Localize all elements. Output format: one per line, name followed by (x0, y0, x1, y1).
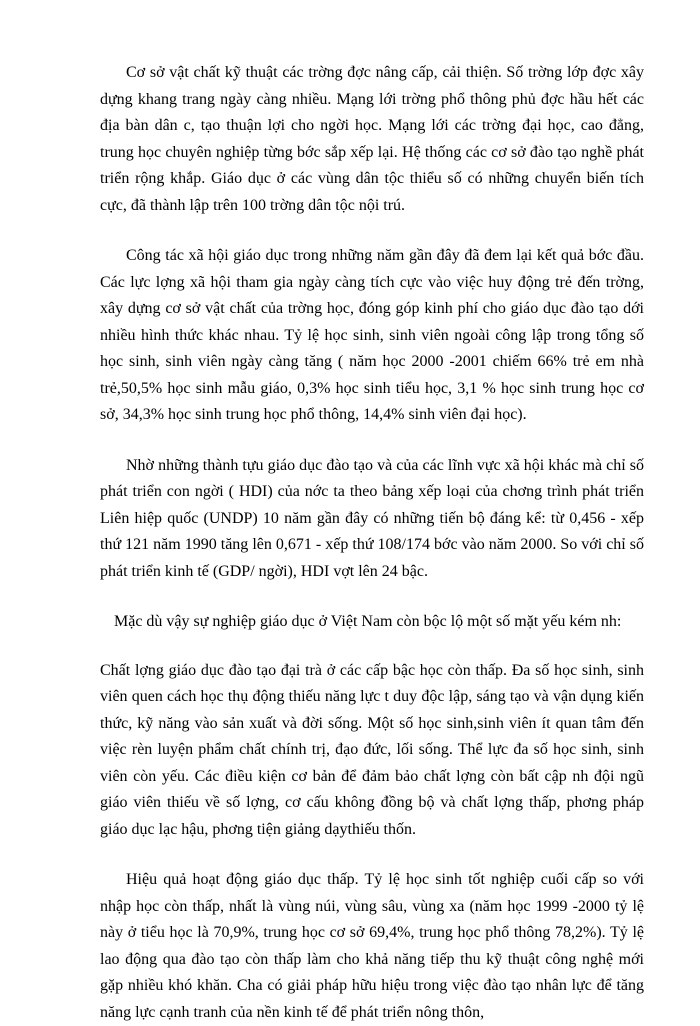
paragraph-hdi: Nhờ những thành tựu giáo dục đào tạo và của các lĩnh vực xã hội khác mà chỉ số phát triển con ngời ( HDI) của nớc ta theo bảng xếp loại của chơng trình phát triển Liên hiệp quốc (UNDP) 10 năm gần đây có những tiến bộ đáng kể: từ 0,456 - xếp thứ 121 năm 1990 tăng lên 0,671 - xếp thứ 108/174 bớc vào năm 2000. So với chỉ số phát triển kinh tế (GDP/ ngời), HDI vợt lên 24 bậc. (100, 456, 644, 580)
paragraph-efficiency: Hiệu quả hoạt động giáo dục thấp. Tỷ lệ học sinh tốt nghiệp cuối cấp so với nhập học còn thấp, nhất là vùng núi, vùng sâu, vùng xa (năm học 1999 -2000 tỷ lệ này ở tiểu học là 70,9%, trung học cơ sở 69,4%, trung học phổ thông 78,2%). Tỷ lệ lao động qua đào tạo còn thấp làm cho khả năng tiếp thu kỹ thuật công nghệ mới gặp nhiều khó khăn. Cha có giải pháp hữu hiệu trong việc đào tạo nhân lực để tăng năng lực cạnh tranh của nền kinh tế để phát triển nông thôn, (100, 871, 644, 1021)
paragraph-weaknesses-intro: Mặc dù vậy sự nghiệp giáo dục ở Việt Nam còn bộc lộ một số mặt yếu kém nh: (114, 613, 622, 630)
paragraph-quality: Chất lợng giáo dục đào tạo đại trà ở các cấp bậc học còn thấp. Đa số học sinh, sinh viên quen cách học thụ động thiếu năng lực t duy độc lập, sáng tạo và vận dụng kiến thức, kỹ năng vào sản xuất và đời sống. Một số học sinh,sinh viên ít quan tâm đến việc rèn luyện phẩm chất chính trị, đạo đức, lối sống. Thể lực đa số học sinh, sinh viên còn yếu. Các điều kiện cơ bản để đảm bảo chất lợng còn bất cập nh đội ngũ giáo viên thiếu về số lợng, cơ cấu không đồng bộ và chất lợng thấp, phơng pháp giáo dục lạc hậu, phơng tiện giảng dạythiếu thốn. (100, 661, 644, 838)
paragraph-social-education: Công tác xã hội giáo dục trong những năm gần đây đã đem lại kết quả bớc đầu. Các lực lợng xã hội tham gia ngày càng tích cực vào việc huy động trẻ đến trờng, xây dựng cơ sở vật chất của trờng học, đóng góp kinh phí cho giáo dục đào tạo dới nhiều hình thức khác nhau. Tỷ lệ học sinh, sinh viên ngoài công lập trong tổng số học sinh, sinh viên ngày càng tăng ( năm học 2000 -2001 chiếm 66% trẻ em nhà trẻ,50,5% học sinh mẫu giáo, 0,3% học sinh tiểu học, 3,1 % học sinh trung học cơ sở, 34,3% học sinh trung học phổ thông, 14,4% sinh viên đại học). (100, 247, 644, 423)
paragraph-facilities: Cơ sở vật chất kỹ thuật các trờng đợc nâng cấp, cải thiện. Số trờng lớp đợc xây dựng khang trang ngày càng nhiều. Mạng lới trờng phổ thông phủ đợc hầu hết các địa bàn dân c, tạo thuận lợi cho ngời học. Mạng lới các trờng đại học, cao đẳng, trung học chuyên nghiệp từng bớc sắp xếp lại. Hệ thống các cơ sở đào tạo nghề phát triển rộng khắp. Giáo dục ở các vùng dân tộc thiểu số có những chuyển biến tích cực, đã thành lập trên 100 trờng dân tộc nội trú. (100, 64, 644, 214)
